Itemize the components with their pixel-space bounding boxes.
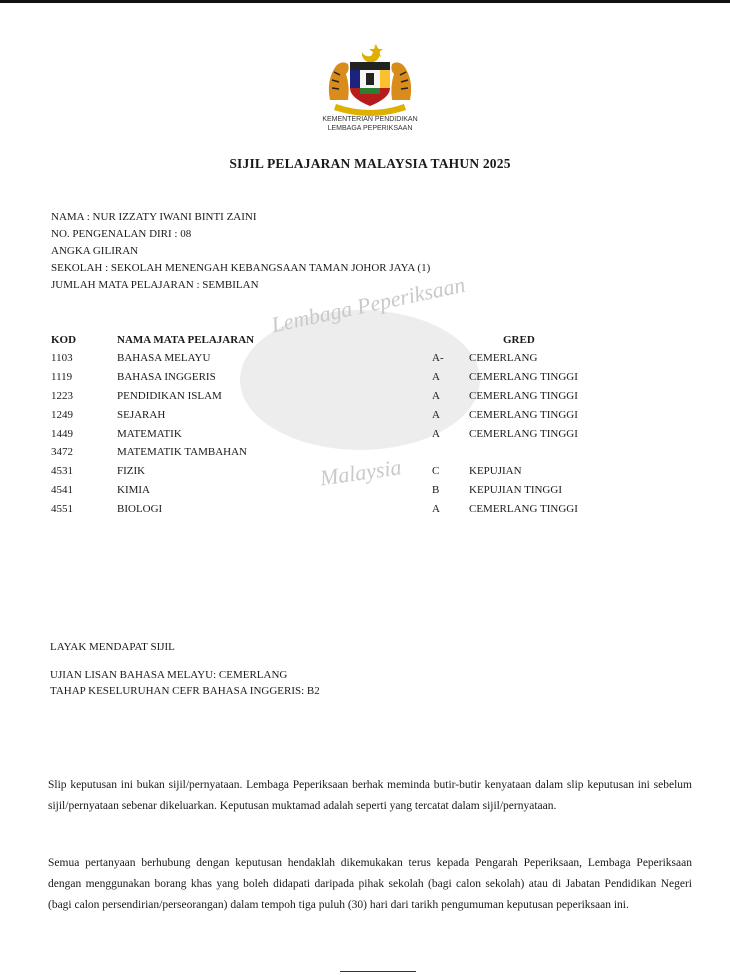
subject-name: BAHASA MELAYU [117,352,211,364]
subject-name: SEJARAH [117,409,166,421]
grade-description: CEMERLANG TINGGI [469,371,578,383]
column-header-code: KOD [51,334,77,346]
watermark-bottom-text: Malaysia [318,454,403,491]
grade-description: CEMERLANG TINGGI [469,409,578,421]
eligibility-status: LAYAK MENDAPAT SIJIL [50,641,175,653]
inquiry-paragraph: Semua pertanyaan berhubung dengan keputusan hendaklah dikemukakan terus kepada Pengarah Peperiksaan, Lembaga Peperiksaan dengan menggunakan borang khas yang boleh didapati daripada pihak sekolah (bagi calon sekolah) atau di Jabatan Pendidikan Negeri (bagi calon persendirian/perseorangan) dalam tempoh tiga puluh (30) hari dari tarikh pengumuman keputusan peperiksaan ini. [48,857,692,911]
cefr-level: TAHAP KESELURUHAN CEFR BAHASA INGGERIS: B2 [50,685,320,697]
column-header-subject: NAMA MATA PELAJARAN [117,334,255,346]
disclaimer-paragraph: Slip keputusan ini bukan sijil/pernyataan. Lembaga Peperiksaan berhak meminda butir-butir kenyataan dalam slip keputusan ini sebelum sijil/pernyataan sebenar dikeluarkan. Keputusan muktamad adalah seperti yang tercatat dalam sijil/pernyataan. [48,779,692,812]
document-title: SIJIL PELAJARAN MALAYSIA TAHUN 2025 [229,156,511,171]
grade-description: KEPUJIAN TINGGI [469,484,562,496]
subject-code: 1119 [51,371,73,383]
top-border [0,0,730,3]
subject-name: KIMIA [117,484,150,496]
subject-grade: C [432,465,440,477]
grade-description: KEPUJIAN [469,465,522,477]
subject-name: FIZIK [117,465,146,477]
subject-code: 1103 [51,352,73,364]
table-row [0,351,730,365]
subject-grade: A [432,371,440,383]
candidate-index: ANGKA GILIRAN [51,245,139,257]
table-row [0,483,730,497]
signature-line [340,971,416,972]
candidate-ic: NO. PENGENALAN DIRI : 08 [51,228,192,240]
subject-grade: A [432,503,440,515]
oral-test-result: UJIAN LISAN BAHASA MELAYU: CEMERLANG [50,669,288,681]
candidate-name: NAMA : NUR IZZATY IWANI BINTI ZAINI [51,211,257,223]
subjects-count: JUMLAH MATA PELAJARAN : SEMBILAN [51,279,259,291]
table-row [0,408,730,422]
ministry-name: KEMENTERIAN PENDIDIKAN [322,116,418,123]
grade-description: CEMERLANG TINGGI [469,503,578,515]
subject-code: 3472 [51,446,73,458]
table-row [0,389,730,403]
subject-name: BIOLOGI [117,503,163,515]
subject-name: BAHASA INGGERIS [117,371,216,383]
candidate-school: SEKOLAH : SEKOLAH MENENGAH KEBANGSAAN TAMAN JOHOR JAYA (1) [51,262,431,274]
subject-name: MATEMATIK TAMBAHAN [117,446,248,458]
column-header-grade: GRED [503,334,535,346]
grade-description: CEMERLANG TINGGI [469,390,578,402]
subject-grade: B [432,484,440,496]
subject-code: 4551 [51,503,73,515]
subject-grade: A- [432,352,444,364]
board-name: LEMBAGA PEPERIKSAAN [327,125,413,132]
table-row [0,445,730,459]
grade-description: CEMERLANG [469,352,538,364]
table-row [0,464,730,478]
subject-code: 4541 [51,484,73,496]
subject-code: 1249 [51,409,73,421]
subject-code: 4531 [51,465,73,477]
table-row [0,370,730,384]
subject-code: 1223 [51,390,73,402]
subject-grade: A [432,409,440,421]
subject-name: MATEMATIK [117,428,182,440]
table-row [0,502,730,516]
table-row [0,427,730,441]
subject-code: 1449 [51,428,73,440]
subject-grade: A [432,428,440,440]
subject-name: PENDIDIKAN ISLAM [117,390,222,402]
grade-description: CEMERLANG TINGGI [469,428,578,440]
subject-grade: A [432,390,440,402]
coat-of-arms-icon [322,40,418,120]
watermark-top-text: Lembaga Peperiksaan [269,271,468,338]
